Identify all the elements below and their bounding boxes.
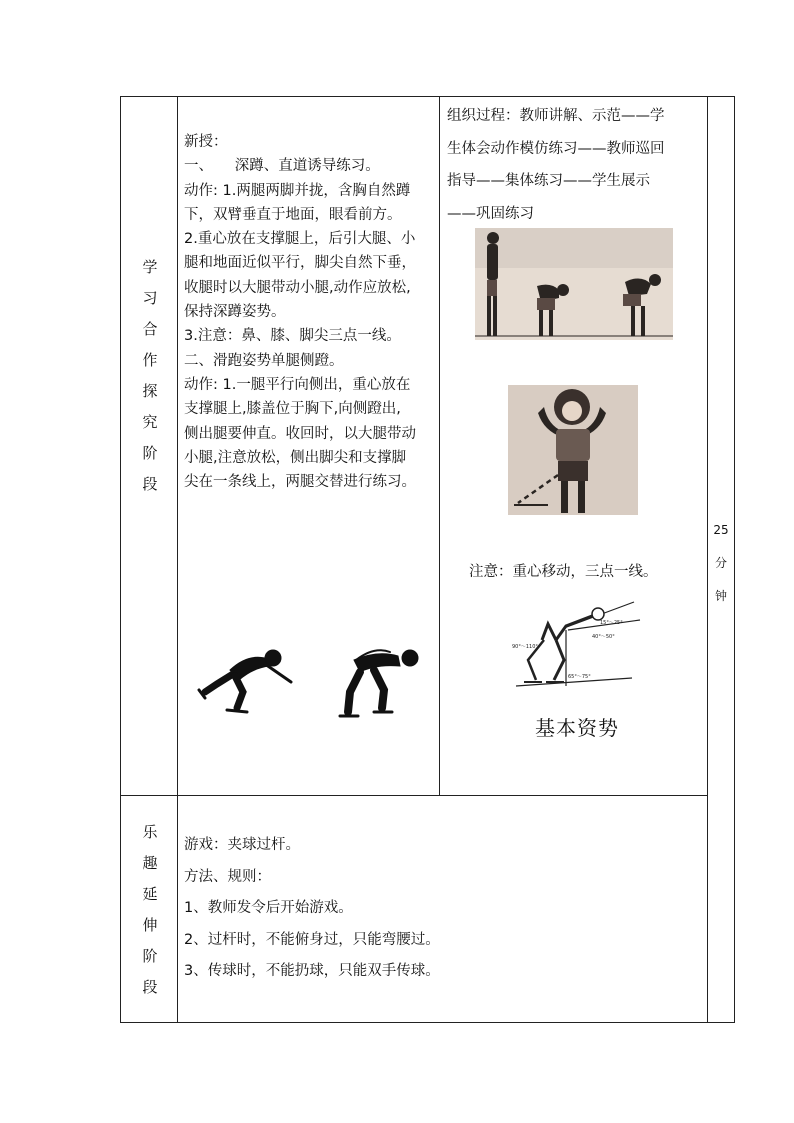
stage-label-fun-extension: 乐 趣 延 伸 阶 段 bbox=[142, 823, 158, 996]
table-border-left bbox=[120, 96, 121, 1023]
angle-label-1: 15°～25° bbox=[600, 620, 623, 626]
table-border-top bbox=[120, 96, 735, 97]
time-cell: 25 分 钟 bbox=[713, 523, 729, 603]
angle-label-3: 90°～110° bbox=[512, 644, 538, 650]
table-col-divider-1 bbox=[177, 96, 178, 1023]
diagram-caption: 基本资势 bbox=[535, 716, 619, 740]
note-text: 注意：重心移动，三点一线。 bbox=[469, 564, 658, 580]
table-border-bottom bbox=[120, 1022, 735, 1023]
basic-posture-diagram bbox=[508, 600, 644, 692]
table-col-divider-2 bbox=[439, 96, 440, 796]
angle-label-2: 40°～50° bbox=[592, 634, 615, 640]
skater-back-illustration bbox=[330, 640, 430, 725]
skater-side-illustration bbox=[195, 640, 300, 720]
teaching-content: 新授： 一、 深蹲、直道诱导练习。 动作: 1.两腿两脚并拢，含胸自然蹲 下，双臂垂直于地面，眼看前方。 2.重心放在支撑腿上，后引大腿、小 腿和地面近似平行，脚尖自然下垂， 收腿时以大腿带动小腿,动作应放松, 保持深蹲姿势。 3.注意：鼻、膝、脚尖三点一线。 二、滑跑姿势单腿侧蹬。 动作: 1.一腿平行向侧出，重心放在 支撑腿上,膝盖位于胸下,向侧蹬出, 侧出腿要伸直。收回时，以大腿带动 小腿,注意放松，侧出脚尖和支撑脚 尖在一条线上，两腿交替进行练习。 bbox=[184, 134, 416, 491]
side-push-front-photo bbox=[508, 385, 638, 515]
table-row-divider bbox=[120, 795, 707, 796]
game-content: 游戏：夹球过杆。 方法、规则： 1、教师发令后开始游戏。 2、过杆时，不能俯身过，只能弯腰过。 3、传球时，不能扔球，只能双手传球。 bbox=[184, 837, 440, 979]
organization-process: 组织过程：教师讲解、示范——学 生体会动作模仿练习——教师巡回 指导——集体练习——学生展示 ——巩固练习 bbox=[447, 108, 665, 222]
angle-label-4: 65°～75° bbox=[568, 674, 591, 680]
squat-sequence-photo bbox=[475, 228, 673, 340]
stage-label-cooperative-learning: 学 习 合 作 探 究 阶 段 bbox=[142, 258, 158, 493]
